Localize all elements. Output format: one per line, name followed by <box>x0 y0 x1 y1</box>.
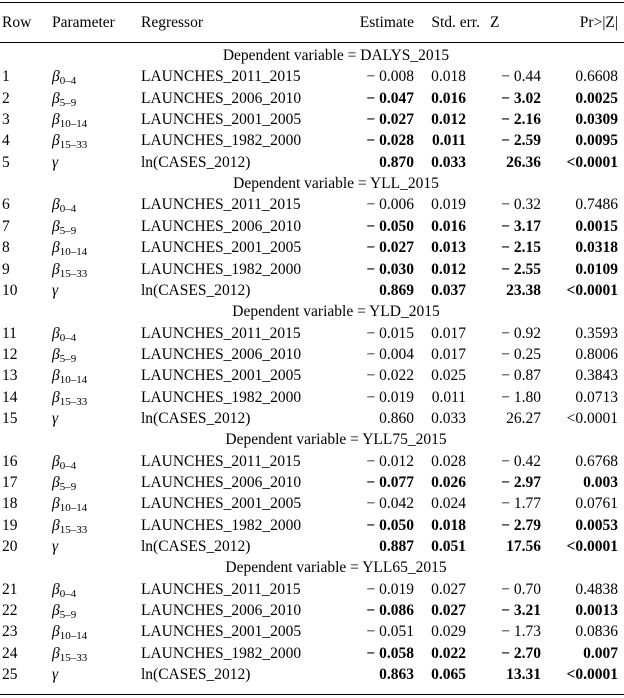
z-cell: − 0.92 <box>501 324 541 342</box>
table-row <box>0 323 624 344</box>
estimate-cell: − 0.019 <box>366 580 414 598</box>
row-number: 11 <box>2 324 17 342</box>
regressor-cell: LAUNCHES_2011_2015 <box>141 580 301 598</box>
parameter-cell <box>52 621 87 642</box>
regressor-cell: LAUNCHES_1982_2000 <box>141 516 302 534</box>
parameter-symbol: γ <box>52 281 59 299</box>
parameter-symbol: β <box>52 345 60 363</box>
std-err-cell: 0.017 <box>431 324 466 342</box>
regressor-cell: LAUNCHES_2006_2010 <box>141 89 302 107</box>
parameter-symbol: β <box>52 388 60 406</box>
parameter-cell <box>52 152 58 173</box>
p-value-cell: 0.7486 <box>575 196 618 214</box>
regressor-cell: LAUNCHES_2011_2015 <box>141 452 301 470</box>
z-cell: − 2.70 <box>501 644 541 662</box>
p-value-cell: 0.003 <box>583 474 618 491</box>
parameter-subscript: 10–14 <box>59 118 88 131</box>
estimate-cell: − 0.006 <box>366 196 414 214</box>
header-rule <box>0 42 624 43</box>
parameter-symbol: β <box>52 324 60 342</box>
parameter-symbol: β <box>52 474 60 491</box>
p-value-cell: 0.6768 <box>575 452 618 470</box>
p-value-cell: <0.0001 <box>566 666 618 684</box>
parameter-subscript: 0–4 <box>59 203 77 216</box>
table-row <box>0 408 624 429</box>
table-row <box>0 579 624 600</box>
table-row <box>0 621 624 642</box>
bottom-rule <box>0 694 624 695</box>
std-err-cell: 0.027 <box>431 602 466 620</box>
std-err-cell: 0.011 <box>431 388 466 406</box>
parameter-subscript: 0–4 <box>59 75 77 88</box>
z-cell: 26.27 <box>506 409 541 427</box>
std-err-cell: 0.016 <box>431 217 466 235</box>
std-err-cell: 0.022 <box>431 644 466 662</box>
row-number: 20 <box>2 538 18 556</box>
table-row <box>0 664 624 685</box>
p-value-cell: 0.8006 <box>575 345 618 363</box>
z-cell: − 2.97 <box>501 474 541 491</box>
regressor-cell: LAUNCHES_1982_2000 <box>141 132 302 150</box>
parameter-symbol: β <box>52 111 60 129</box>
parameter-cell <box>52 216 76 237</box>
parameter-cell <box>52 451 76 472</box>
parameter-cell <box>52 323 76 344</box>
table-row <box>0 344 624 365</box>
regressor-cell: ln(CASES_2012) <box>141 538 251 556</box>
table-row <box>0 600 624 621</box>
estimate-cell: − 0.050 <box>366 516 414 534</box>
regressor-cell: ln(CASES_2012) <box>141 281 251 299</box>
parameter-subscript: 10–14 <box>59 502 88 515</box>
regressor-cell: ln(CASES_2012) <box>141 153 251 171</box>
std-err-cell: 0.026 <box>431 474 466 491</box>
std-err-cell: 0.013 <box>431 239 466 257</box>
parameter-subscript: 0–4 <box>59 331 77 344</box>
row-number: 15 <box>2 409 18 427</box>
row-number: 4 <box>2 132 10 150</box>
table-row <box>0 472 624 493</box>
parameter-symbol: γ <box>52 538 59 556</box>
parameter-cell <box>52 472 76 493</box>
row-number: 3 <box>2 111 10 129</box>
regressor-cell: LAUNCHES_2011_2015 <box>141 196 301 214</box>
parameter-cell <box>52 280 58 301</box>
std-err-cell: 0.016 <box>431 89 466 107</box>
section-title-text: Dependent variable = YLL65_2015 <box>225 559 447 577</box>
p-value-cell: 0.007 <box>583 644 618 662</box>
regressor-cell: LAUNCHES_2006_2010 <box>141 217 302 235</box>
estimate-cell: − 0.008 <box>366 68 414 86</box>
parameter-symbol: β <box>52 516 60 534</box>
row-number: 19 <box>2 516 18 534</box>
header-parameter: Parameter <box>52 14 115 31</box>
z-cell: − 0.87 <box>501 367 541 385</box>
z-cell: 23.38 <box>506 281 541 299</box>
parameter-subscript: 5–9 <box>59 352 77 365</box>
p-value-cell: 0.0095 <box>575 132 618 150</box>
parameter-subscript: 15–33 <box>59 139 88 152</box>
estimate-cell: 0.870 <box>379 153 414 171</box>
parameter-subscript: 5–9 <box>59 609 77 622</box>
parameter-subscript: 10–14 <box>59 374 88 387</box>
header-p-value: Pr>|Z| <box>579 14 618 31</box>
row-number: 25 <box>2 666 18 684</box>
parameter-subscript: 5–9 <box>59 481 77 493</box>
p-value-cell: 0.4838 <box>575 580 618 598</box>
parameter-symbol: β <box>52 132 60 150</box>
regressor-cell: LAUNCHES_2001_2005 <box>141 367 302 385</box>
z-cell: 26.36 <box>506 153 541 171</box>
p-value-cell: 0.0109 <box>575 260 618 278</box>
std-err-cell: 0.027 <box>431 580 466 598</box>
estimate-cell: − 0.047 <box>366 89 414 107</box>
p-value-cell: 0.0836 <box>575 623 618 641</box>
p-value-cell: 0.0025 <box>575 89 618 107</box>
estimate-cell: − 0.028 <box>366 132 414 150</box>
table-row <box>0 643 624 664</box>
regressor-cell: ln(CASES_2012) <box>141 666 251 684</box>
row-number: 1 <box>2 68 10 86</box>
row-number: 6 <box>2 196 10 214</box>
z-cell: − 0.25 <box>501 345 541 363</box>
std-err-cell: 0.029 <box>431 623 466 641</box>
estimate-cell: − 0.015 <box>366 324 414 342</box>
table-row <box>0 88 624 109</box>
row-number: 13 <box>2 367 18 385</box>
estimate-cell: − 0.058 <box>366 644 414 662</box>
std-err-cell: 0.033 <box>431 409 466 427</box>
row-number: 2 <box>2 89 10 107</box>
z-cell: 13.31 <box>506 666 541 684</box>
std-err-cell: 0.024 <box>431 495 466 513</box>
row-number: 18 <box>2 495 18 513</box>
z-cell: − 3.17 <box>501 217 541 235</box>
p-value-cell: 0.0015 <box>575 217 618 235</box>
section-title-text: Dependent variable = YLD_2015 <box>232 303 440 321</box>
parameter-subscript: 10–14 <box>59 630 88 643</box>
parameter-cell <box>52 109 87 130</box>
parameter-symbol: β <box>52 196 60 214</box>
row-number: 7 <box>2 217 10 235</box>
regressor-cell: ln(CASES_2012) <box>141 409 251 427</box>
std-err-cell: 0.028 <box>431 452 466 470</box>
estimate-cell: − 0.004 <box>366 345 414 363</box>
section-title <box>0 301 624 322</box>
regressor-cell: LAUNCHES_1982_2000 <box>141 260 302 278</box>
parameter-symbol: β <box>52 452 60 470</box>
estimate-cell: − 0.051 <box>366 623 414 641</box>
z-cell: − 0.70 <box>501 580 541 598</box>
std-err-cell: 0.011 <box>431 132 466 150</box>
z-cell: − 2.16 <box>501 111 541 129</box>
estimate-cell: 0.887 <box>379 538 414 556</box>
estimate-cell: − 0.086 <box>366 602 414 620</box>
header-std-err: Std. err. <box>431 14 480 31</box>
header-row-label: Row <box>2 14 32 31</box>
parameter-cell <box>52 536 58 557</box>
p-value-cell: 0.0053 <box>575 516 618 534</box>
header-row <box>0 12 624 33</box>
parameter-subscript: 15–33 <box>59 395 88 408</box>
z-cell: − 1.77 <box>501 495 541 513</box>
z-cell: − 1.73 <box>501 623 541 641</box>
z-cell: − 2.55 <box>501 260 541 278</box>
parameter-symbol: β <box>52 580 60 598</box>
parameter-subscript: 15–33 <box>59 267 88 280</box>
section-title <box>0 45 624 66</box>
p-value-cell: 0.3593 <box>575 324 618 342</box>
table-row <box>0 237 624 258</box>
parameter-cell <box>52 344 76 365</box>
p-value-cell: 0.6608 <box>575 68 618 86</box>
parameter-subscript: 15–33 <box>59 651 88 664</box>
estimate-cell: − 0.042 <box>366 495 414 513</box>
p-value-cell: 0.3843 <box>575 367 618 385</box>
z-cell: 17.56 <box>506 538 541 556</box>
std-err-cell: 0.012 <box>431 111 466 129</box>
std-err-cell: 0.019 <box>431 196 466 214</box>
regressor-cell: LAUNCHES_2011_2015 <box>141 324 301 342</box>
std-err-cell: 0.051 <box>431 538 466 556</box>
p-value-cell: 0.0013 <box>575 602 618 620</box>
table-row <box>0 280 624 301</box>
table-row <box>0 493 624 514</box>
table-row <box>0 109 624 130</box>
z-cell: − 2.15 <box>501 239 541 257</box>
parameter-subscript: 5–9 <box>59 96 77 109</box>
section-title <box>0 173 624 194</box>
section-title <box>0 429 624 450</box>
z-cell: − 3.21 <box>501 602 541 620</box>
std-err-cell: 0.037 <box>431 281 466 299</box>
regressor-cell: LAUNCHES_2001_2005 <box>141 111 302 129</box>
std-err-cell: 0.018 <box>431 68 466 86</box>
parameter-cell <box>52 600 76 621</box>
row-number: 5 <box>2 153 10 171</box>
parameter-symbol: β <box>52 644 60 662</box>
std-err-cell: 0.012 <box>431 260 466 278</box>
parameter-subscript: 0–4 <box>59 459 77 472</box>
p-value-cell: 0.0761 <box>575 495 618 513</box>
parameter-subscript: 10–14 <box>59 246 88 259</box>
parameter-symbol: β <box>52 239 60 257</box>
row-number: 8 <box>2 239 10 257</box>
parameter-symbol: γ <box>52 666 59 684</box>
z-cell: − 0.42 <box>501 452 541 470</box>
table-row <box>0 194 624 215</box>
parameter-cell <box>52 579 76 600</box>
parameter-subscript: 0–4 <box>59 587 77 600</box>
parameter-cell <box>52 664 58 685</box>
table-row <box>0 365 624 386</box>
estimate-cell: − 0.019 <box>366 388 414 406</box>
parameter-cell <box>52 515 87 536</box>
parameter-cell <box>52 130 87 151</box>
regressor-cell: LAUNCHES_1982_2000 <box>141 388 302 406</box>
parameter-cell <box>52 365 87 386</box>
parameter-symbol: γ <box>52 153 59 171</box>
table-row <box>0 451 624 472</box>
parameter-subscript: 15–33 <box>59 523 88 536</box>
table-row <box>0 515 624 536</box>
parameter-symbol: γ <box>52 409 59 427</box>
estimate-cell: − 0.030 <box>366 260 414 278</box>
p-value-cell: <0.0001 <box>566 409 618 427</box>
row-number: 14 <box>2 388 18 406</box>
parameter-cell <box>52 88 76 109</box>
regressor-cell: LAUNCHES_2011_2015 <box>141 68 301 86</box>
table-row <box>0 216 624 237</box>
top-rule <box>0 2 624 3</box>
z-cell: − 1.80 <box>501 388 541 406</box>
regressor-cell: LAUNCHES_2001_2005 <box>141 239 302 257</box>
p-value-cell: <0.0001 <box>566 281 618 299</box>
parameter-symbol: β <box>52 367 60 385</box>
row-number: 16 <box>2 452 18 470</box>
std-err-cell: 0.025 <box>431 367 466 385</box>
p-value-cell: <0.0001 <box>566 153 618 171</box>
z-cell: − 2.79 <box>501 516 541 534</box>
table-row <box>0 259 624 280</box>
parameter-cell <box>52 387 87 408</box>
parameter-cell <box>52 643 87 664</box>
section-title-text: Dependent variable = YLL_2015 <box>233 175 439 193</box>
estimate-cell: − 0.022 <box>366 367 414 385</box>
estimate-cell: − 0.077 <box>366 474 414 491</box>
regressor-cell: LAUNCHES_2006_2010 <box>141 602 302 620</box>
parameter-symbol: β <box>52 602 60 620</box>
section-title-text: Dependent variable = YLL75_2015 <box>225 431 447 449</box>
estimate-cell: 0.860 <box>379 409 414 427</box>
parameter-symbol: β <box>52 217 60 235</box>
estimate-cell: − 0.027 <box>366 111 414 129</box>
parameter-cell <box>52 408 58 429</box>
parameter-symbol: β <box>52 260 60 278</box>
parameter-cell <box>52 194 76 215</box>
row-number: 22 <box>2 602 18 620</box>
header-z: Z <box>490 14 500 31</box>
regressor-cell: LAUNCHES_2001_2005 <box>141 623 302 641</box>
z-cell: − 2.59 <box>501 132 541 150</box>
estimate-cell: − 0.027 <box>366 239 414 257</box>
std-err-cell: 0.033 <box>431 153 466 171</box>
regressor-cell: LAUNCHES_2006_2010 <box>141 345 302 363</box>
regressor-cell: LAUNCHES_1982_2000 <box>141 644 302 662</box>
table-row <box>0 130 624 151</box>
parameter-cell <box>52 66 76 87</box>
z-cell: − 0.32 <box>501 196 541 214</box>
z-cell: − 0.44 <box>501 68 541 86</box>
std-err-cell: 0.018 <box>431 516 466 534</box>
std-err-cell: 0.017 <box>431 345 466 363</box>
estimate-cell: 0.863 <box>379 666 414 684</box>
table-row <box>0 387 624 408</box>
p-value-cell: 0.0318 <box>575 239 618 257</box>
section-title <box>0 557 624 578</box>
regressor-cell: LAUNCHES_2001_2005 <box>141 495 302 513</box>
std-err-cell: 0.065 <box>431 666 466 684</box>
table-row <box>0 66 624 87</box>
p-value-cell: <0.0001 <box>566 538 618 556</box>
parameter-subscript: 5–9 <box>59 224 77 237</box>
parameter-symbol: β <box>52 68 60 86</box>
parameter-symbol: β <box>52 89 60 107</box>
table-row <box>0 536 624 557</box>
header-regressor: Regressor <box>141 14 203 31</box>
z-cell: − 3.02 <box>501 89 541 107</box>
regressor-cell: LAUNCHES_2006_2010 <box>141 474 302 491</box>
parameter-cell <box>52 259 87 280</box>
estimate-cell: 0.869 <box>379 281 414 299</box>
estimate-cell: − 0.050 <box>366 217 414 235</box>
row-number: 17 <box>2 474 18 491</box>
parameter-cell <box>52 493 87 514</box>
p-value-cell: 0.0309 <box>575 111 618 129</box>
row-number: 10 <box>2 281 18 299</box>
header-estimate: Estimate <box>359 14 414 31</box>
row-number: 21 <box>2 580 18 598</box>
row-number: 9 <box>2 260 10 278</box>
parameter-symbol: β <box>52 623 60 641</box>
row-number: 23 <box>2 623 18 641</box>
row-number: 12 <box>2 345 18 363</box>
estimate-cell: − 0.012 <box>366 452 414 470</box>
p-value-cell: 0.0713 <box>575 388 618 406</box>
parameter-cell <box>52 237 87 258</box>
parameter-symbol: β <box>52 495 60 513</box>
section-title-text: Dependent variable = DALYS_2015 <box>222 47 450 64</box>
row-number: 24 <box>2 644 18 662</box>
table-row <box>0 152 624 173</box>
